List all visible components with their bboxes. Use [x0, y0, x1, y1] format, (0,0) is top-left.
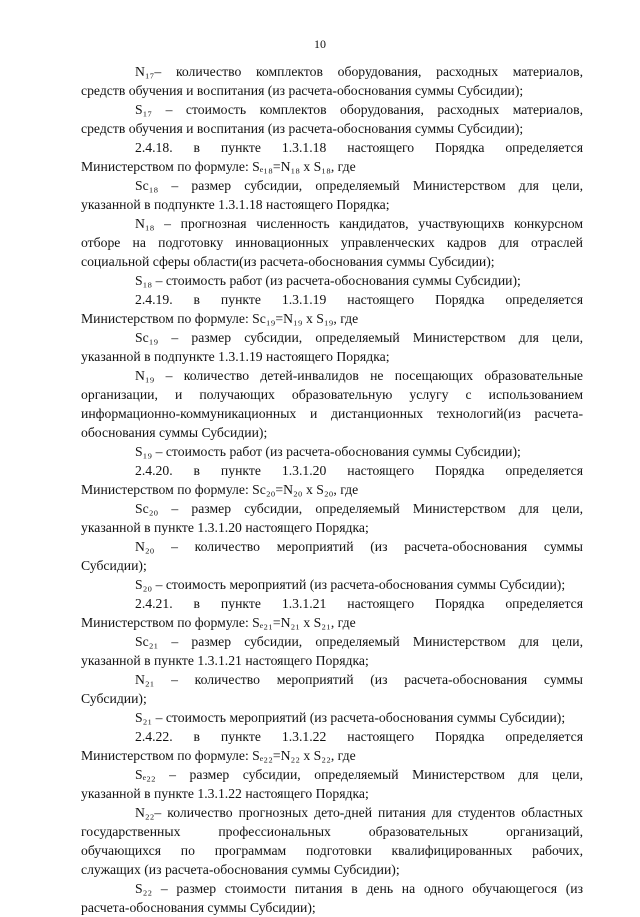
text-line: средств обучения и воспитания (из расчета-обоснования суммы Субсидии);: [81, 121, 524, 136]
text-line: обучающихся по программам подготовки квалифицированных рабочих,: [81, 843, 583, 858]
text-line: 2.4.21. в пункте 1.3.1.21 настоящего Порядка определяется: [135, 596, 583, 611]
text-line: Sc₂₁ – размер субсидии, определяемый Министерством для цели,: [135, 634, 583, 649]
text-line: Sₑ₂₂ – размер субсидии, определяемый Министерством для цели,: [135, 767, 583, 782]
page-number: 10: [314, 37, 326, 51]
text-line: N₂₁ – количество мероприятий (из расчета-обоснования суммы: [135, 672, 583, 687]
text-line: указанной в подпункте 1.3.1.19 настоящего Порядка;: [81, 349, 390, 364]
text-line: информационно-коммуникационных и дистанционных технологий(из расчета-: [81, 406, 583, 421]
text-line: N₁₇– количество комплектов оборудования, расходных материалов,: [135, 64, 583, 79]
text-line: обоснования суммы Субсидии);: [81, 425, 268, 440]
text-line: 2.4.22. в пункте 1.3.1.22 настоящего Порядка определяется: [135, 729, 583, 744]
text-line: N₁₉ – количество детей-инвалидов не посещающих образовательные: [135, 368, 583, 383]
text-line: указанной в пункте 1.3.1.20 настоящего Порядка;: [81, 520, 369, 535]
text-line: Министерством по формуле: Sₑ₁₈=N₁₈ x S₁₈, где: [81, 159, 356, 174]
text-line: S₂₀ – стоимость мероприятий (из расчета-обоснования суммы Субсидии);: [135, 577, 566, 592]
text-line: расчета-обоснования суммы Субсидии);: [81, 900, 316, 915]
text-line: Субсидии);: [81, 558, 147, 573]
text-line: средств обучения и воспитания (из расчета-обоснования суммы Субсидии);: [81, 83, 524, 98]
text-line: S₂₂ – размер стоимости питания в день на одного обучающегося (из: [135, 881, 583, 896]
text-line: Sc₁₈ – размер субсидии, определяемый Министерством для цели,: [135, 178, 583, 193]
text-line: организации, и получающих образовательную услугу с использованием: [81, 387, 583, 402]
text-line: указанной в подпункте 1.3.1.18 настоящего Порядка;: [81, 197, 390, 212]
document-body: [81, 62, 583, 917]
text-line: S₂₁ – стоимость мероприятий (из расчета-обоснования суммы Субсидии);: [135, 710, 566, 725]
text-line: Sc₁₉ – размер субсидии, определяемый Министерством для цели,: [135, 330, 583, 345]
text-line: служащих (из расчета-обоснования суммы Субсидии);: [81, 862, 400, 877]
text-line: указанной в пункте 1.3.1.22 настоящего Порядка;: [81, 786, 369, 801]
text-line: указанной в пункте 1.3.1.21 настоящего Порядка;: [81, 653, 369, 668]
text-line: социальной сферы области(из расчета-обоснования суммы Субсидии);: [81, 254, 495, 269]
text-line: Sc₂₀ – размер субсидии, определяемый Министерством для цели,: [135, 501, 583, 516]
text-line: Министерством по формуле: Sc₂₀=N₂₀ x S₂₀, где: [81, 482, 359, 497]
text-line: Министерством по формуле: Sc₁₉=N₁₉ x S₁₉, где: [81, 311, 359, 326]
text-line: S₁₉ – стоимость работ (из расчета-обоснования суммы Субсидии);: [135, 444, 521, 459]
text-line: N₁₈ – прогнозная численность кандидатов, участвующихв конкурсном: [135, 216, 583, 231]
text-line: Субсидии);: [81, 691, 147, 706]
text-line: 2.4.18. в пункте 1.3.1.18 настоящего Порядка определяется: [135, 140, 583, 155]
text-line: 2.4.19. в пункте 1.3.1.19 настоящего Порядка определяется: [135, 292, 583, 307]
text-line: N₂₀ – количество мероприятий (из расчета-обоснования суммы: [135, 539, 583, 554]
text-line: S₁₇ – стоимость комплектов оборудования, расходных материалов,: [135, 102, 583, 117]
text-line: Министерством по формуле: Sₑ₂₂=N₂₂ x S₂₂, где: [81, 748, 356, 763]
text-line: 2.4.20. в пункте 1.3.1.20 настоящего Порядка определяется: [135, 463, 583, 478]
text-line: N₂₂– количество прогнозных дето-дней питания для студентов областных: [135, 805, 583, 820]
text-line: S₁₈ – стоимость работ (из расчета-обоснования суммы Субсидии);: [135, 273, 521, 288]
text-line: Министерством по формуле: Sₑ₂₁=N₂₁ x S₂₁, где: [81, 615, 356, 630]
text-line: государственных профессиональных образовательных организаций,: [81, 824, 583, 839]
text-line: отборе на подготовку инновационных управленческих кадров для отраслей: [81, 235, 583, 250]
